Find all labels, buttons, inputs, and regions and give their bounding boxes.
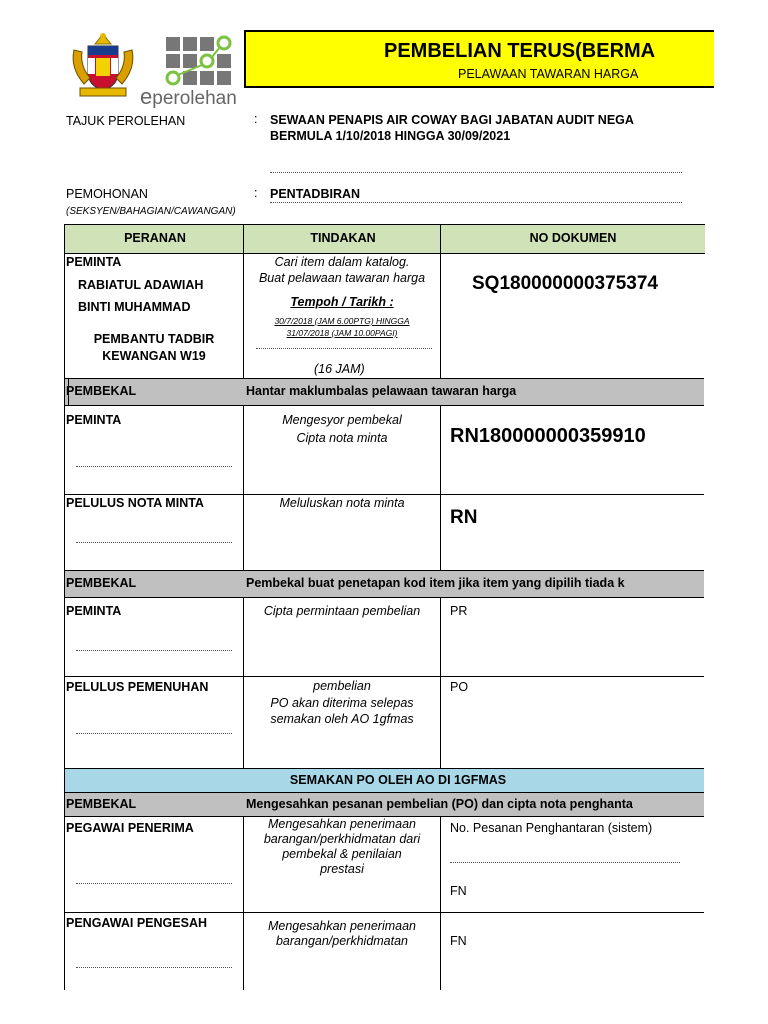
col-header-tindakan: TINDAKAN	[243, 224, 443, 254]
dotted-line	[450, 862, 680, 863]
action-text: Hantar maklumbalas pelawaan tawaran harga	[246, 384, 517, 398]
tempoh-label: Tempoh / Tarikh :	[290, 295, 394, 309]
grid-line	[243, 405, 244, 570]
date-range-1: 30/7/2018 (JAM 6.00PTG) HINGGA	[274, 316, 410, 326]
doc-delivery-order-label: No. Pesanan Penghantaran (sistem)	[450, 821, 653, 835]
pemohonan-sublabel: (SEKSYEN/BAHAGIAN/CAWANGAN)	[66, 206, 236, 217]
grid-line	[64, 768, 704, 769]
role-pengawai-pengesah: PENGAWAI PENGESAH	[66, 916, 207, 930]
action-text: Pembekal buat penetapan kod item jika item yang dipilih tiada k	[246, 576, 625, 590]
tajuk-line-2: BERMULA 1/10/2018 HINGGA 30/09/2021	[270, 129, 511, 143]
doc-prefix-po: PO	[450, 680, 469, 694]
semakan-banner: SEMAKAN PO OLEH AO DI 1GFMAS	[289, 773, 507, 787]
signature-line	[76, 466, 232, 467]
grid-line	[64, 570, 704, 571]
grid-line	[440, 405, 441, 570]
grid-line	[440, 252, 441, 378]
doc-number-rn: RN180000000359910	[450, 425, 646, 447]
action-text: Cipta nota minta	[296, 431, 388, 445]
grid-line	[64, 792, 704, 793]
duration-text: (16 JAM)	[314, 362, 365, 376]
tajuk-line-1: SEWAAN PENAPIS AIR COWAY BAGI JABATAN AUDIT NEGA	[270, 113, 634, 127]
pemohonan-value: PENTADBIRAN	[270, 187, 361, 201]
grid-line	[64, 494, 704, 495]
action-text: pembekal & penilaian	[282, 847, 402, 861]
grid-line	[64, 378, 704, 379]
action-text: pembelian	[313, 679, 371, 693]
doc-prefix-fn: FN	[450, 884, 467, 898]
signature-line	[76, 650, 232, 651]
page-subtitle: PELAWAAN TAWARAN HARGA	[458, 67, 639, 81]
doc-number-rn-2: RN	[450, 507, 478, 528]
action-text: Mengesahkan penerimaan	[267, 817, 417, 831]
requester-name-2: BINTI MUHAMMAD	[78, 300, 191, 314]
coat-of-arms-logo	[66, 30, 140, 100]
doc-prefix-pr: PR	[450, 604, 468, 618]
page-title: PEMBELIAN TERUS(BERMA	[384, 40, 656, 62]
dotted-line	[256, 348, 432, 349]
requester-post-1: PEMBANTU TADBIR	[93, 332, 215, 346]
grid-line	[64, 912, 704, 913]
action-text: barangan/perkhidmatan	[275, 934, 409, 948]
doc-prefix-fn-2: FN	[450, 934, 467, 948]
colon: :	[254, 186, 258, 200]
grid-line	[440, 597, 441, 768]
grid-line	[440, 816, 441, 990]
action-text: barangan/perkhidmatan dari	[263, 832, 421, 846]
action-text: Meluluskan nota minta	[279, 496, 405, 510]
col-header-peranan: PERANAN	[64, 224, 246, 254]
role-peminta: PEMINTA	[66, 413, 122, 427]
tajuk-label: TAJUK PEROLEHAN	[66, 114, 186, 128]
signature-line	[76, 542, 232, 543]
grid-line	[64, 405, 704, 406]
role-pelulus-nota-minta: PELULUS NOTA MINTA	[66, 496, 204, 510]
role-pembekal: PEMBEKAL	[66, 576, 137, 590]
role-pembekal: PEMBEKAL	[66, 384, 137, 398]
role-peminta: PEMINTA	[66, 255, 122, 269]
signature-line	[76, 733, 232, 734]
role-pembekal: PEMBEKAL	[66, 797, 137, 811]
action-text: Cipta permintaan pembelian	[263, 604, 421, 618]
colon: :	[254, 112, 258, 126]
pemohonan-label: PEMOHONAN	[66, 187, 148, 201]
grid-line	[64, 597, 704, 598]
signature-line	[76, 883, 232, 884]
action-text: Mengesyor pembekal	[282, 413, 402, 427]
eperolehan-logo-text: eperolehan	[140, 84, 237, 109]
action-text: Mengesahkan penerimaan	[267, 919, 417, 933]
role-peminta: PEMINTA	[66, 604, 122, 618]
title-banner	[244, 30, 714, 88]
role-pegawai-penerima: PEGAWAI PENERIMA	[66, 821, 194, 835]
action-text: prestasi	[320, 862, 364, 876]
pemohonan-dotted-line	[270, 202, 682, 203]
date-range-2: 31/07/2018 (JAM 10.00PAGI)	[286, 328, 398, 338]
doc-number-sq: SQ180000000375374	[472, 273, 658, 294]
role-pelulus-pemenuhan: PELULUS PEMENUHAN	[66, 680, 209, 694]
requester-name-1: RABIATUL ADAWIAH	[78, 278, 204, 292]
grid-line	[64, 676, 704, 677]
action-text: PO akan diterima selepas	[270, 696, 414, 710]
col-header-no-dokumen: NO DOKUMEN	[440, 224, 705, 254]
action-text: semakan oleh AO 1gfmas	[270, 712, 414, 726]
action-text: Buat pelawaan tawaran harga	[258, 271, 426, 285]
requester-post-2: KEWANGAN W19	[102, 349, 206, 363]
action-text: Cari item dalam katalog.	[274, 255, 410, 269]
signature-line	[76, 967, 232, 968]
action-text: Mengesahkan pesanan pembelian (PO) dan cipta nota penghanta	[246, 797, 633, 811]
tajuk-dotted-line	[270, 172, 682, 173]
